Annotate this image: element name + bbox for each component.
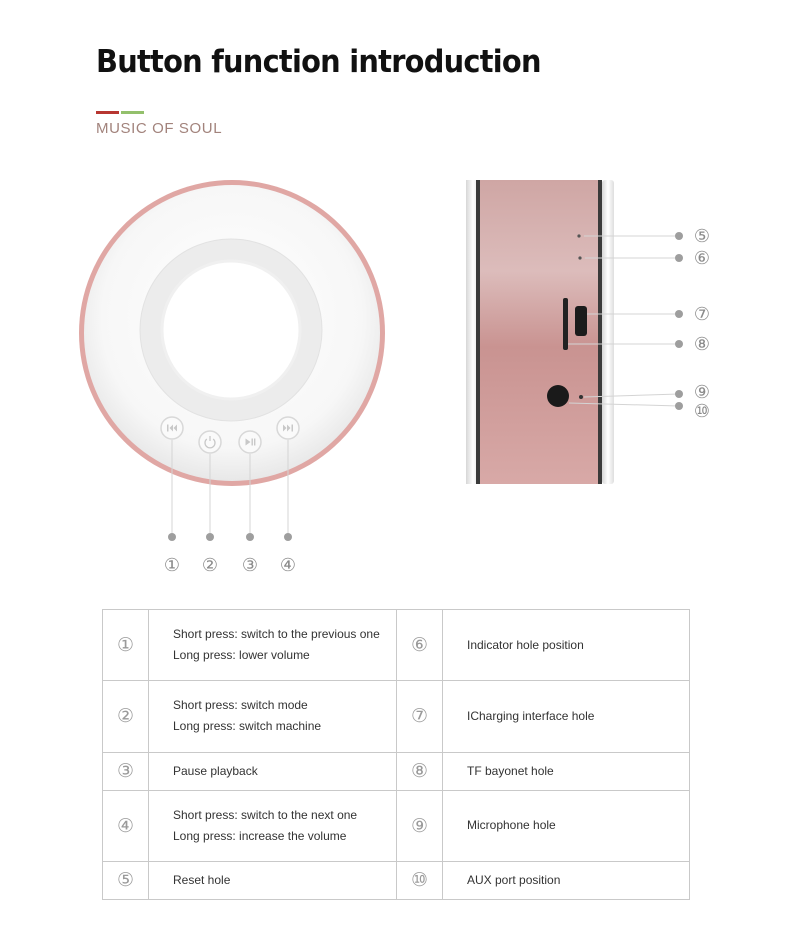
label-1: ① xyxy=(163,555,181,576)
label-4: ④ xyxy=(279,555,297,576)
function-description xyxy=(443,861,690,899)
speaker-illustration xyxy=(0,160,790,585)
side-cap-right xyxy=(602,180,614,484)
label-6: ⑥ xyxy=(693,248,711,269)
description-line: Microphone hole xyxy=(467,818,556,833)
table-row xyxy=(103,610,690,681)
row-number: ⑧ xyxy=(397,752,443,790)
speaker-grille-center xyxy=(162,261,300,399)
description-line: Long press: switch machine xyxy=(173,719,322,734)
table-row xyxy=(103,861,690,899)
label-10: ⑩ xyxy=(693,401,711,422)
description-line: Short press: switch to the next one xyxy=(173,807,358,822)
next-track-button[interactable] xyxy=(277,417,299,439)
brand-subtitle: MUSIC OF SOUL xyxy=(96,120,223,137)
reset-hole xyxy=(577,234,580,237)
charging-port xyxy=(575,306,587,336)
description-line: Indicator hole position xyxy=(467,637,584,652)
description-line: Pause playback xyxy=(173,763,258,778)
indicator-hole xyxy=(578,256,581,259)
play-pause-button[interactable] xyxy=(239,431,261,453)
function-description xyxy=(149,790,397,861)
label-9: ⑨ xyxy=(693,382,711,403)
table-row xyxy=(103,681,690,752)
power-button[interactable] xyxy=(199,431,221,453)
label-3: ③ xyxy=(241,555,259,576)
row-number: ⑤ xyxy=(103,861,149,899)
tf-card-slot xyxy=(563,298,568,350)
function-description xyxy=(149,861,397,899)
label-8: ⑧ xyxy=(693,334,711,355)
row-number: ⑦ xyxy=(397,681,443,752)
table-row xyxy=(103,790,690,861)
row-number: ① xyxy=(103,610,149,681)
table-row xyxy=(103,752,690,790)
row-number: ③ xyxy=(103,752,149,790)
button-function-table xyxy=(102,609,690,900)
accent-bar-red xyxy=(96,111,119,114)
description-line: TF bayonet hole xyxy=(467,763,554,778)
row-number: ⑥ xyxy=(397,610,443,681)
accent-bar-green xyxy=(121,111,144,114)
page-title: Button function introduction xyxy=(96,44,541,80)
description-line: Long press: lower volume xyxy=(173,648,310,663)
function-description xyxy=(443,610,690,681)
description-line: ICharging interface hole xyxy=(467,708,595,723)
function-description xyxy=(149,610,397,681)
description-line: Reset hole xyxy=(173,872,231,887)
speaker-side-view xyxy=(466,180,710,484)
function-description xyxy=(149,681,397,752)
row-number: ⑨ xyxy=(397,790,443,861)
description-line: Short press: switch to the previous one xyxy=(173,627,380,642)
function-description xyxy=(149,752,397,790)
function-description xyxy=(443,681,690,752)
side-callout-labels xyxy=(694,226,710,422)
front-callout-dots xyxy=(168,533,292,541)
description-line: Long press: increase the volume xyxy=(173,828,347,843)
label-2: ② xyxy=(201,555,219,576)
label-7: ⑦ xyxy=(693,304,711,325)
description-line: AUX port position xyxy=(467,872,561,887)
microphone-hole xyxy=(579,395,583,399)
function-description xyxy=(443,790,690,861)
speaker-front-view xyxy=(79,180,385,576)
front-callout-labels xyxy=(164,555,296,576)
row-number: ⑩ xyxy=(397,861,443,899)
row-number: ② xyxy=(103,681,149,752)
label-5: ⑤ xyxy=(693,226,711,247)
side-callout-dots xyxy=(675,232,683,410)
aux-port xyxy=(547,385,569,407)
row-number: ④ xyxy=(103,790,149,861)
description-line: Short press: switch mode xyxy=(173,698,308,713)
previous-track-button[interactable] xyxy=(161,417,183,439)
function-description xyxy=(443,752,690,790)
